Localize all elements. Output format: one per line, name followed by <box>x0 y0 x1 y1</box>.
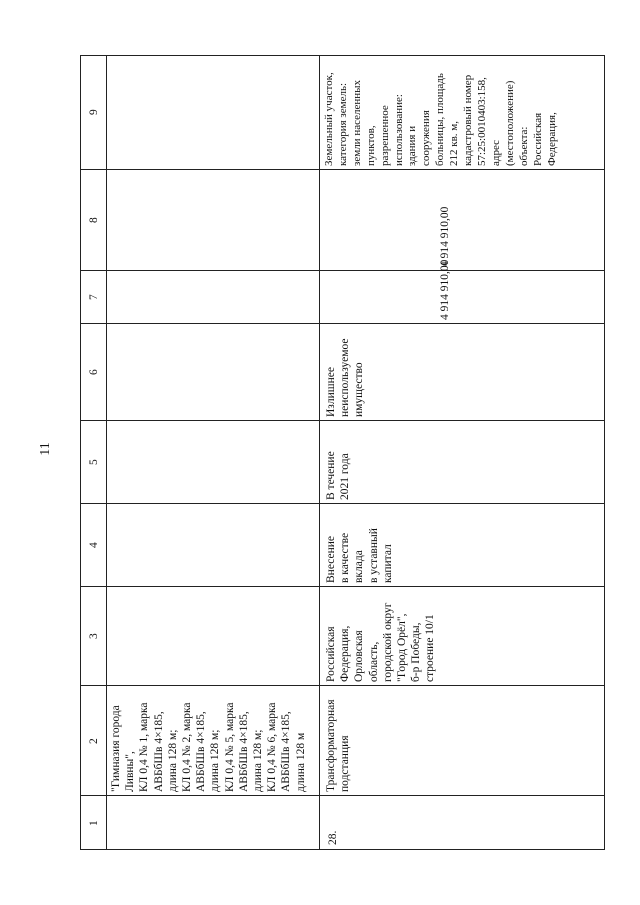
text-line: длина 128 м; <box>252 729 265 792</box>
row2-number <box>326 831 340 845</box>
col-separator-2-1 <box>80 795 605 796</box>
text-line: городской округ <box>381 602 394 682</box>
text-line: "Гимназия города <box>110 705 122 792</box>
text-line: АВБбШв 4×185, <box>280 711 293 792</box>
table-border-left <box>80 55 81 850</box>
property-table <box>80 55 605 850</box>
row2-notes <box>323 72 559 166</box>
text-line: Орловская <box>353 630 366 682</box>
table-border-top <box>80 55 605 56</box>
column-header-1: 1 <box>88 820 100 826</box>
text-line: Ливны", <box>124 751 137 792</box>
text-line: объекта: <box>517 126 530 166</box>
text-line: Российская <box>531 112 544 166</box>
col-separator-8-7 <box>80 270 605 271</box>
table-border-right <box>604 55 605 850</box>
text-line: больницы, площадь <box>434 73 447 166</box>
text-line: имущество <box>353 362 366 417</box>
row2-term <box>324 451 352 500</box>
text-line: использование: <box>392 94 405 166</box>
text-line: вклада <box>353 550 366 583</box>
row2-address <box>324 603 438 683</box>
value: 4 914 910,00 <box>439 206 451 267</box>
text-line: сооружения <box>420 110 433 166</box>
text-line: адрес <box>489 139 502 166</box>
column-header-8: 8 <box>88 217 100 223</box>
text-line: Российская <box>325 626 337 682</box>
value: 4 914 910,00 <box>439 259 451 320</box>
col-separator-4-3 <box>80 586 605 587</box>
text-line: Излишнее <box>325 367 337 417</box>
text-line: КЛ 0,4 № 6, марка <box>266 702 279 792</box>
row2-value-col7 <box>438 260 452 320</box>
text-line: строение 10/1 <box>424 614 437 682</box>
text-line: область, <box>367 641 380 682</box>
text-line: 212 кв. м, <box>448 121 461 166</box>
col-separator-3-2 <box>80 685 605 686</box>
text-line: 57:25:0010403:158, <box>475 77 488 166</box>
text-line: АВБбШв 4×185, <box>195 711 208 792</box>
text-line: пунктов, <box>364 125 377 166</box>
row2-name <box>324 699 352 792</box>
row2-value-col8 <box>438 207 452 267</box>
col-separator-5-4 <box>80 503 605 504</box>
text-line: категория земель: <box>336 82 349 166</box>
text-line: длина 128 м; <box>166 729 179 792</box>
text-line: в качестве <box>339 532 352 583</box>
text-line: земли населенных <box>350 79 363 166</box>
text-line: длина 128 м; <box>209 729 222 792</box>
text-line: здания и <box>406 125 419 166</box>
text-line: неиспользуемое <box>339 338 352 417</box>
text-line: разрешенное <box>378 105 391 166</box>
text-line: КЛ 0,4 № 2, марка <box>181 702 194 792</box>
text-line: КЛ 0,4 № 5, марка <box>223 702 236 792</box>
text-line: Трансформаторная <box>325 699 337 792</box>
column-header-6: 6 <box>88 369 100 375</box>
text-line: КЛ 0,4 № 1, марка <box>138 702 151 792</box>
col-separator-7-6 <box>80 323 605 324</box>
text-line: (местоположение) <box>503 80 516 166</box>
header-row-separator <box>106 55 107 850</box>
page-number: 11 <box>38 442 53 456</box>
column-header-3: 3 <box>88 633 100 639</box>
column-header-2: 2 <box>88 738 100 744</box>
table-border-bottom <box>80 849 605 850</box>
col-separator-6-5 <box>80 420 605 421</box>
text-line: Федерация, <box>339 625 352 682</box>
text-line: "Город Орёл", <box>396 613 409 682</box>
column-header-7: 7 <box>88 294 100 300</box>
text-line: 2021 года <box>339 453 352 500</box>
text-line: б-р Победы, <box>410 622 423 682</box>
text-line: АВБбШв 4×185, <box>237 711 250 792</box>
text-line: длина 128 м <box>294 732 307 792</box>
col-separator-9-8 <box>80 169 605 170</box>
text-line: в уставный <box>367 528 380 583</box>
text-line: Внесение <box>325 536 337 583</box>
text-line: подстанция <box>339 735 352 792</box>
row2-method <box>324 528 395 583</box>
text-line: кадастровый номер <box>462 74 475 166</box>
text-line: Земельный участок, <box>323 72 335 166</box>
row1-name <box>109 702 308 792</box>
row-separator <box>319 55 320 850</box>
row2-reason <box>324 338 367 417</box>
column-header-4: 4 <box>88 542 100 548</box>
text-line: АВБбШв 4×185, <box>152 711 165 792</box>
text-line: В течение <box>325 451 337 500</box>
text-line: капитал <box>381 544 394 583</box>
text-line: Федерация, <box>545 112 558 166</box>
column-header-5: 5 <box>88 459 100 465</box>
row-number: 28. <box>327 830 339 845</box>
column-header-9: 9 <box>88 109 100 115</box>
